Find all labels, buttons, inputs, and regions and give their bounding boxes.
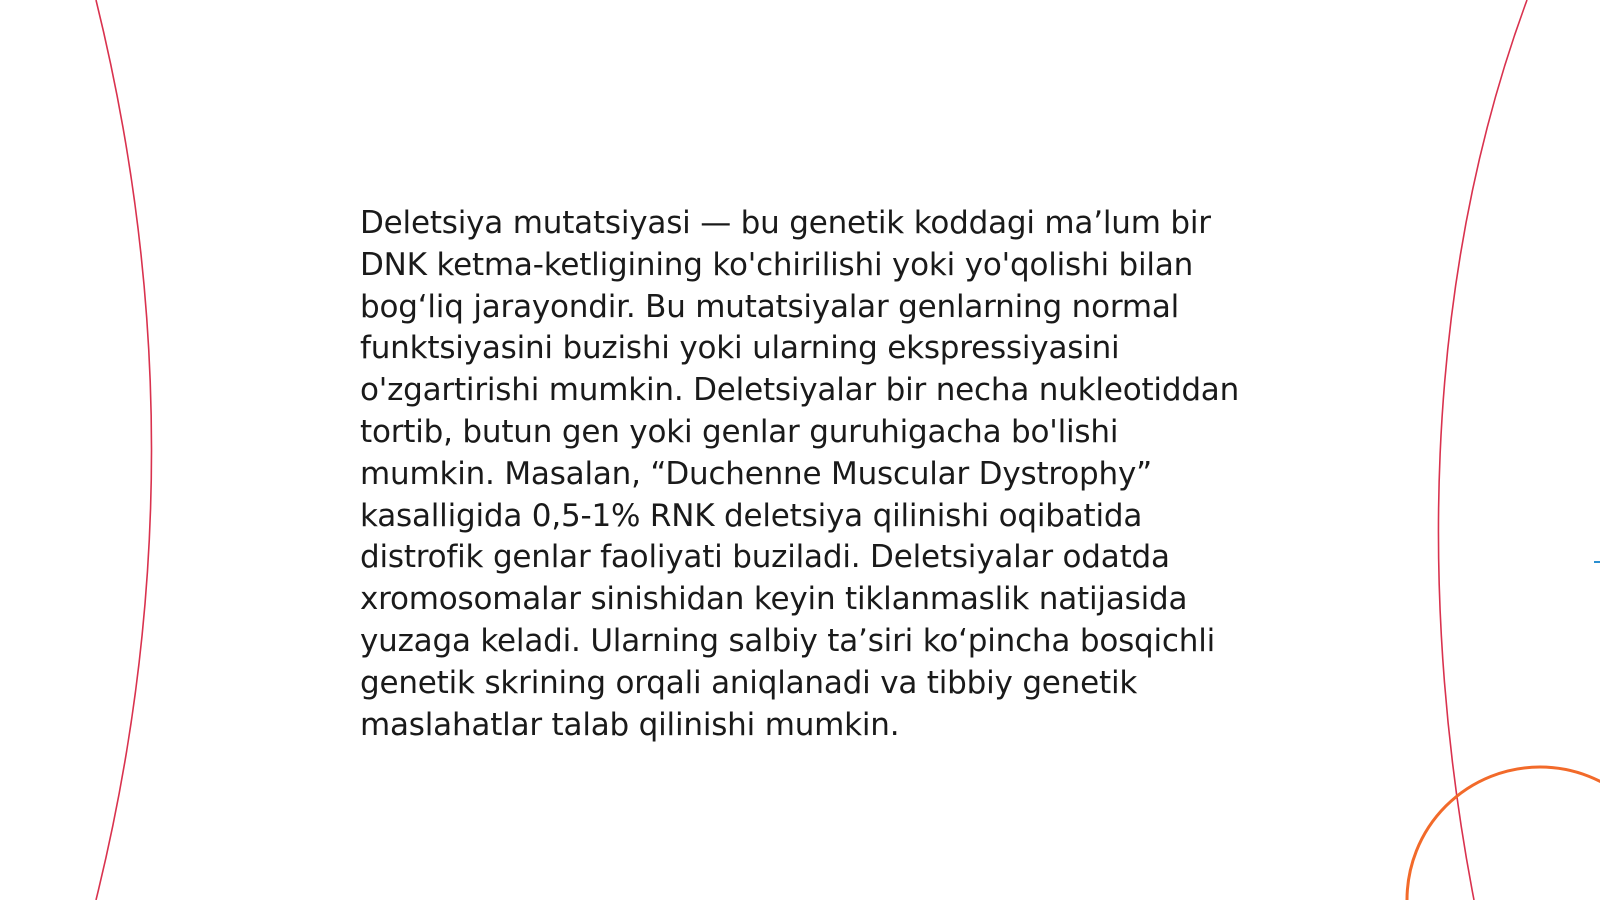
left-decorative-curve: [96, 0, 152, 900]
body-paragraph: Deletsiya mutatsiyasi — bu genetik koddagi ma’lum bir DNK ketma-ketligining ko'chirilishi yoki yo'qolishi bilan bog‘liq jarayondir. Bu mutatsiyalar genlarning normal funktsiyasini buzishi yoki ularning ekspressiyasini o'zgartirishi mumkin. Deletsiyalar bir necha nukleotiddan tortib, butun gen yoki genlar guruhigacha bo'lishi mumkin. Masalan, “Duchenne Muscular Dystrophy” kasalligida 0,5-1% RNK deletsiya qilinishi oqibatida distrofik genlar faoliyati buziladi. Deletsiyalar odatda xromosomalar sinishidan keyin tiklanmaslik natijasida yuzaga keladi. Ularning salbiy ta’siri ko‘pincha bosqichli genetik skrining orqali aniqlanadi va tibbiy genetik maslahatlar talab qilinishi mumkin.: [360, 205, 1240, 743]
orange-accent-arc: [1407, 767, 1600, 900]
right-decorative-curve: [1438, 0, 1527, 900]
